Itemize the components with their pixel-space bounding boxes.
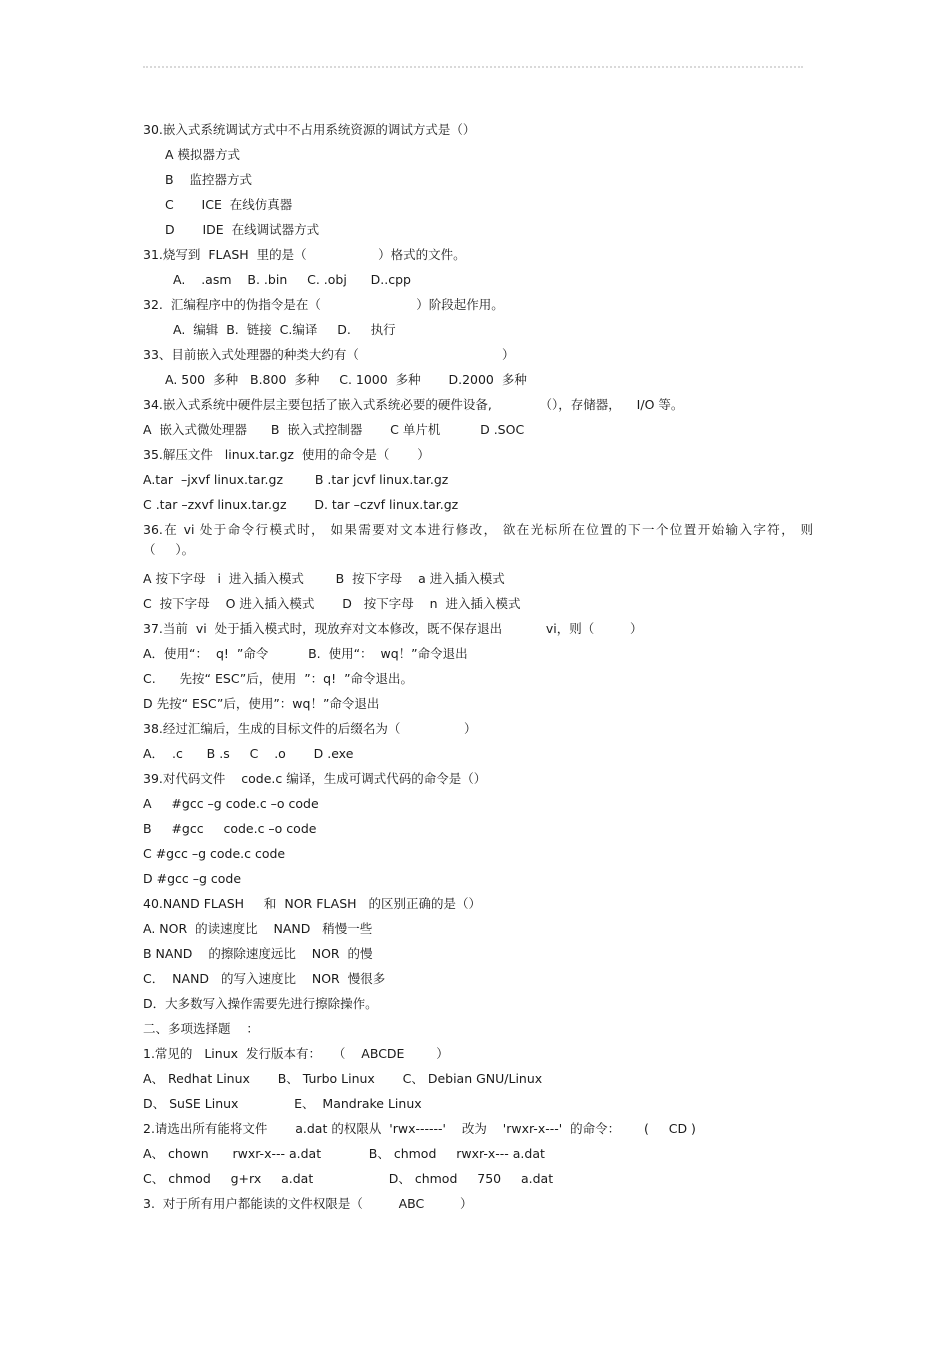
options-33: A. 500 多种 B.800 多种 C. 1000 多种 D.2000 多种 — [165, 372, 527, 387]
option-30-c: C ICE 在线仿真器 — [165, 197, 293, 212]
page-header-rule — [143, 66, 803, 68]
mc-options-2-cd: C、 chmod g+rx a.dat D、 chmod 750 a.dat — [143, 1171, 554, 1186]
mc-question-1: 1.常见的 Linux 发行版本有： （ ABCDE ） — [143, 1046, 449, 1061]
question-35: 35.解压文件 linux.tar.gz 使用的命令是（ ） — [143, 447, 430, 462]
document-body — [143, 119, 813, 1218]
options-35-cd: C .tar –zxvf linux.tar.gz D. tar –czvf linux.tar.gz — [143, 497, 459, 512]
question-36-continued: （ ）。 — [143, 542, 195, 557]
options-38: A． .c B .s C .o D .exe — [143, 746, 354, 761]
mc-question-2: 2.请选出所有能将文件 a.dat 的权限从 'rwx------' 改为 'rwxr-x---' 的命令： ( CD ) — [143, 1121, 696, 1136]
option-40-b: B NAND 的擦除速度远比 NOR 的慢 — [143, 946, 373, 961]
question-40: 40.NAND FLASH 和 NOR FLASH 的区别正确的是（） — [143, 896, 481, 911]
options-35-ab: A.tar –jxvf linux.tar.gz B .tar jcvf linux.tar.gz — [143, 472, 449, 487]
option-39-a: A #gcc –g code.c –o code — [143, 796, 319, 811]
section-heading-multiple-choice: 二、多项选择题 ： — [143, 1021, 259, 1036]
mc-options-1-de: D、 SuSE Linux E、 Mandrake Linux — [143, 1096, 422, 1111]
options-32: A. 编辑 B. 链接 C.编译 D. 执行 — [173, 322, 396, 337]
question-38: 38.经过汇编后，生成的目标文件的后缀名为（ ） — [143, 721, 477, 736]
question-30: 30.嵌入式系统调试方式中不占用系统资源的调试方式是（） — [143, 122, 476, 137]
option-40-c: C． NAND 的写入速度比 NOR 慢很多 — [143, 971, 386, 986]
option-30-a: A 模拟器方式 — [165, 147, 241, 162]
mc-options-2-ab: A、 chown rwxr-x--- a.dat B、 chmod rwxr-x--- a.dat — [143, 1146, 545, 1161]
option-37-d: D 先按“ ESC”后，使用”：wq！”命令退出 — [143, 696, 380, 711]
option-30-d: D IDE 在线调试器方式 — [165, 222, 320, 237]
option-40-d: D．大多数写入操作需要先进行擦除操作。 — [143, 996, 378, 1011]
option-39-b: B #gcc code.c –o code — [143, 821, 317, 836]
options-37-ab: A．使用“： q! ”命令 B. 使用“： wq！”命令退出 — [143, 646, 468, 661]
question-39: 39.对代码文件 code.c 编译，生成可调式代码的命令是（） — [143, 771, 487, 786]
question-31: 31.烧写到 FLASH 里的是（ ）格式的文件。 — [143, 247, 466, 262]
options-36-cd: C 按下字母 O 进入插入模式 D 按下字母 n 进入插入模式 — [143, 596, 521, 611]
question-34: 34.嵌入式系统中硬件层主要包括了嵌入式系统必要的硬件设备, （），存储器， I/O 等。 — [143, 397, 684, 412]
question-32: 32. 汇编程序中的伪指令是在（ ）阶段起作用。 — [143, 297, 504, 312]
options-36-ab: A 按下字母 i 进入插入模式 B 按下字母 a 进入插入模式 — [143, 571, 505, 586]
mc-options-1-abc: A、 Redhat Linux B、 Turbo Linux C、 Debian GNU/Linux — [143, 1071, 543, 1086]
mc-question-3: 3. 对于所有用户都能读的文件权限是（ ABC ） — [143, 1196, 473, 1211]
option-39-c: C #gcc –g code.c code — [143, 846, 286, 861]
question-33: 33、目前嵌入式处理器的种类大约有（ ） — [143, 347, 515, 362]
option-30-b: B 监控器方式 — [165, 172, 252, 187]
question-36: 36.在 vi 处于命令行模式时， 如果需要对文本进行修改， 欲在光标所在位置的下一个位置开始输入字符， 则 — [143, 522, 813, 537]
option-37-c: C. 先按“ ESC”后，使用 ”：q! ”命令退出。 — [143, 671, 414, 686]
option-39-d: D #gcc –g code — [143, 871, 242, 886]
option-40-a: A. NOR 的读速度比 NAND 稍慢一些 — [143, 921, 373, 936]
question-37: 37.当前 vi 处于插入模式时，现放弃对文本修改，既不保存退出 vi，则（ ） — [143, 621, 643, 636]
options-31: A. .asm B. .bin C. .obj D..cpp — [173, 272, 411, 287]
options-34: A 嵌入式微处理器 B 嵌入式控制器 C 单片机 D .SOC — [143, 422, 525, 437]
